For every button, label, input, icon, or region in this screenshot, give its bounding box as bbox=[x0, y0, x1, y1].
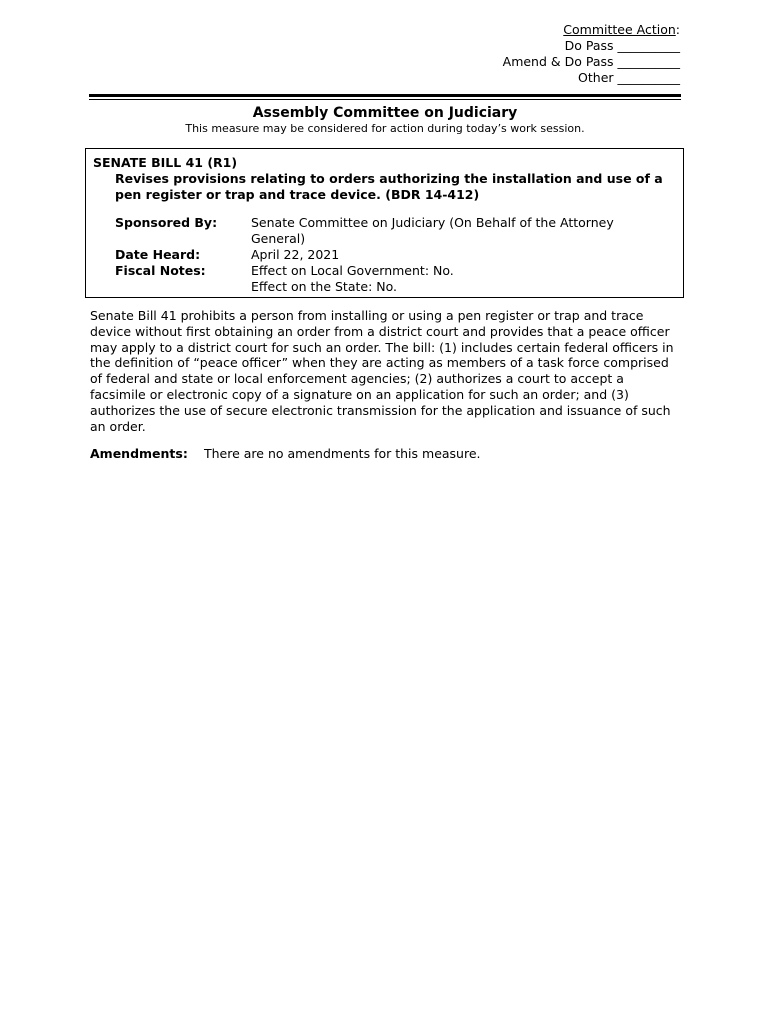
bill-number: SENATE BILL 41 (R1) bbox=[93, 155, 238, 170]
committee-subtitle: This measure may be considered for action during today’s work session. bbox=[185, 122, 585, 135]
amendments-label: Amendments: bbox=[90, 446, 188, 461]
committee-title: Assembly Committee on Judiciary bbox=[252, 105, 518, 121]
bill-description-paragraph: Senate Bill 41 prohibits a person from installing or using a pen register or trap and trace device without first obtaining an order from a district court and provides that a peace officer may apply to a district court for such an order. The bill: (1) includes certain federal officers in the definition of “peace officer” when they are acting as members of a task force comprised of federal and state or local enforcement agencies; (2) authorizes a court to accept a facsimile or electronic copy of a signature on an application for such an order; and (3) authorizes the use of secure electronic transmission for the application and issuance of such an order. bbox=[90, 308, 674, 434]
bill-info-box bbox=[85, 148, 684, 298]
amendments-text: There are no amendments for this measure. bbox=[204, 446, 481, 461]
header-rule-thick bbox=[89, 94, 681, 97]
fiscal-notes-local: Effect on Local Government: No. bbox=[251, 263, 454, 278]
committee-action-colon: : bbox=[675, 22, 680, 37]
amend-do-pass-line: Amend & Do Pass __________ bbox=[502, 54, 680, 69]
date-heard-label: Date Heard: bbox=[115, 247, 201, 262]
fiscal-notes-state: Effect on the State: No. bbox=[251, 279, 398, 294]
committee-action-heading bbox=[503, 22, 680, 38]
bill-summary: Revises provisions relating to orders authorizing the installation and use of a pen register or trap and trace device. (BDR 14-412) bbox=[115, 171, 663, 202]
sponsored-by-value: Senate Committee on Judiciary (On Behalf of the Attorney General) bbox=[251, 215, 614, 246]
do-pass-line: Do Pass __________ bbox=[564, 38, 680, 53]
committee-action-block bbox=[503, 22, 680, 86]
other-line: Other __________ bbox=[578, 70, 680, 85]
header-rule-thin bbox=[89, 99, 681, 100]
fiscal-notes-label: Fiscal Notes: bbox=[115, 263, 206, 278]
sponsored-by-label: Sponsored By: bbox=[115, 215, 218, 230]
date-heard-value: April 22, 2021 bbox=[251, 247, 340, 262]
committee-action-title: Committee Action bbox=[563, 22, 676, 37]
